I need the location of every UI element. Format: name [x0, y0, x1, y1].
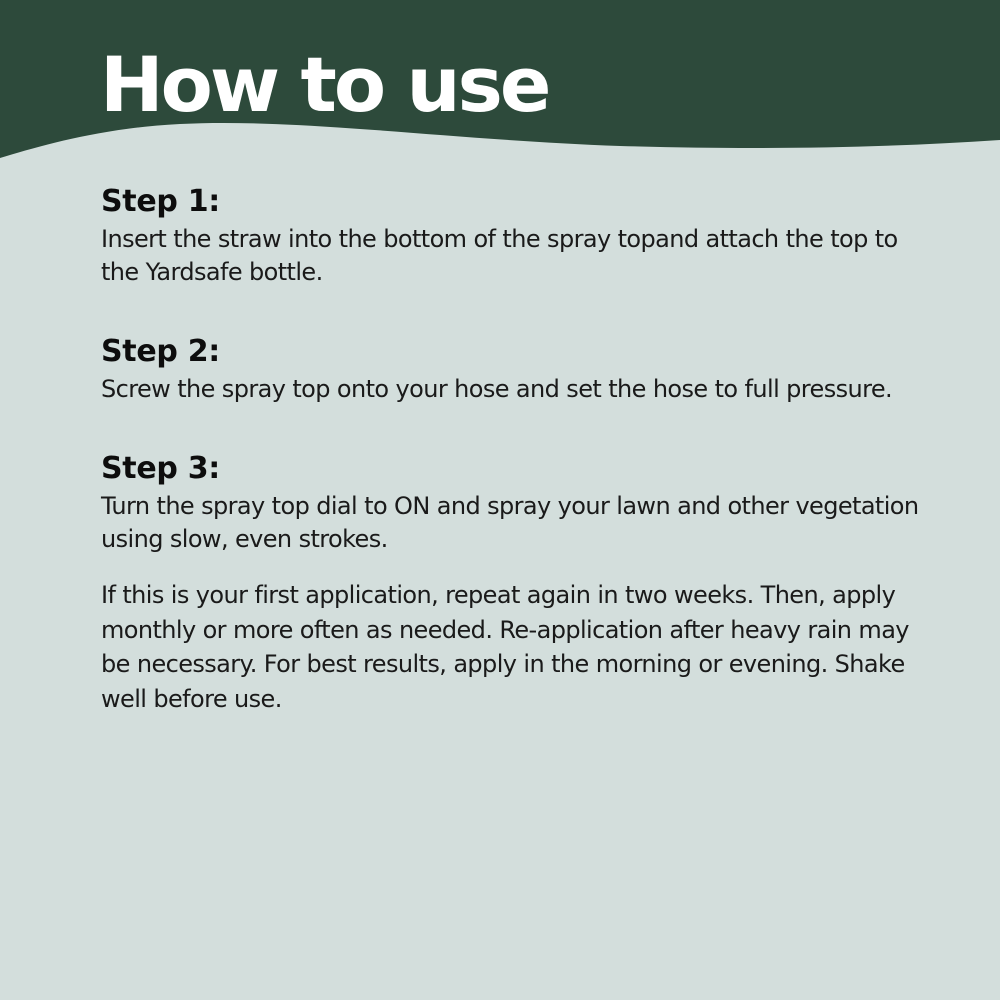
step-1 — [101, 181, 941, 289]
step-2-label: Step 2: — [101, 334, 220, 369]
step-2 — [101, 331, 941, 406]
step-1-label: Step 1: — [101, 184, 220, 219]
step-2-text: Screw the spray top onto your hose and set the hose to full pressure. — [101, 375, 893, 403]
step-3 — [101, 448, 941, 556]
instructions-body — [101, 181, 941, 716]
step-1-text: Insert the straw into the bottom of the spray topand attach the top to the Yardsafe bottle. — [101, 225, 898, 286]
step-3-label: Step 3: — [101, 451, 220, 486]
page-title: How to use — [100, 40, 549, 129]
step-3-text: Turn the spray top dial to ON and spray your lawn and other vegetation using slow, even strokes. — [101, 492, 919, 553]
usage-note: If this is your first application, repeat again in two weeks. Then, apply monthly or more often as needed. Re-application after heavy rain may be necessary. For best results, apply in the morning or evening. Shake well before use. — [101, 581, 909, 713]
